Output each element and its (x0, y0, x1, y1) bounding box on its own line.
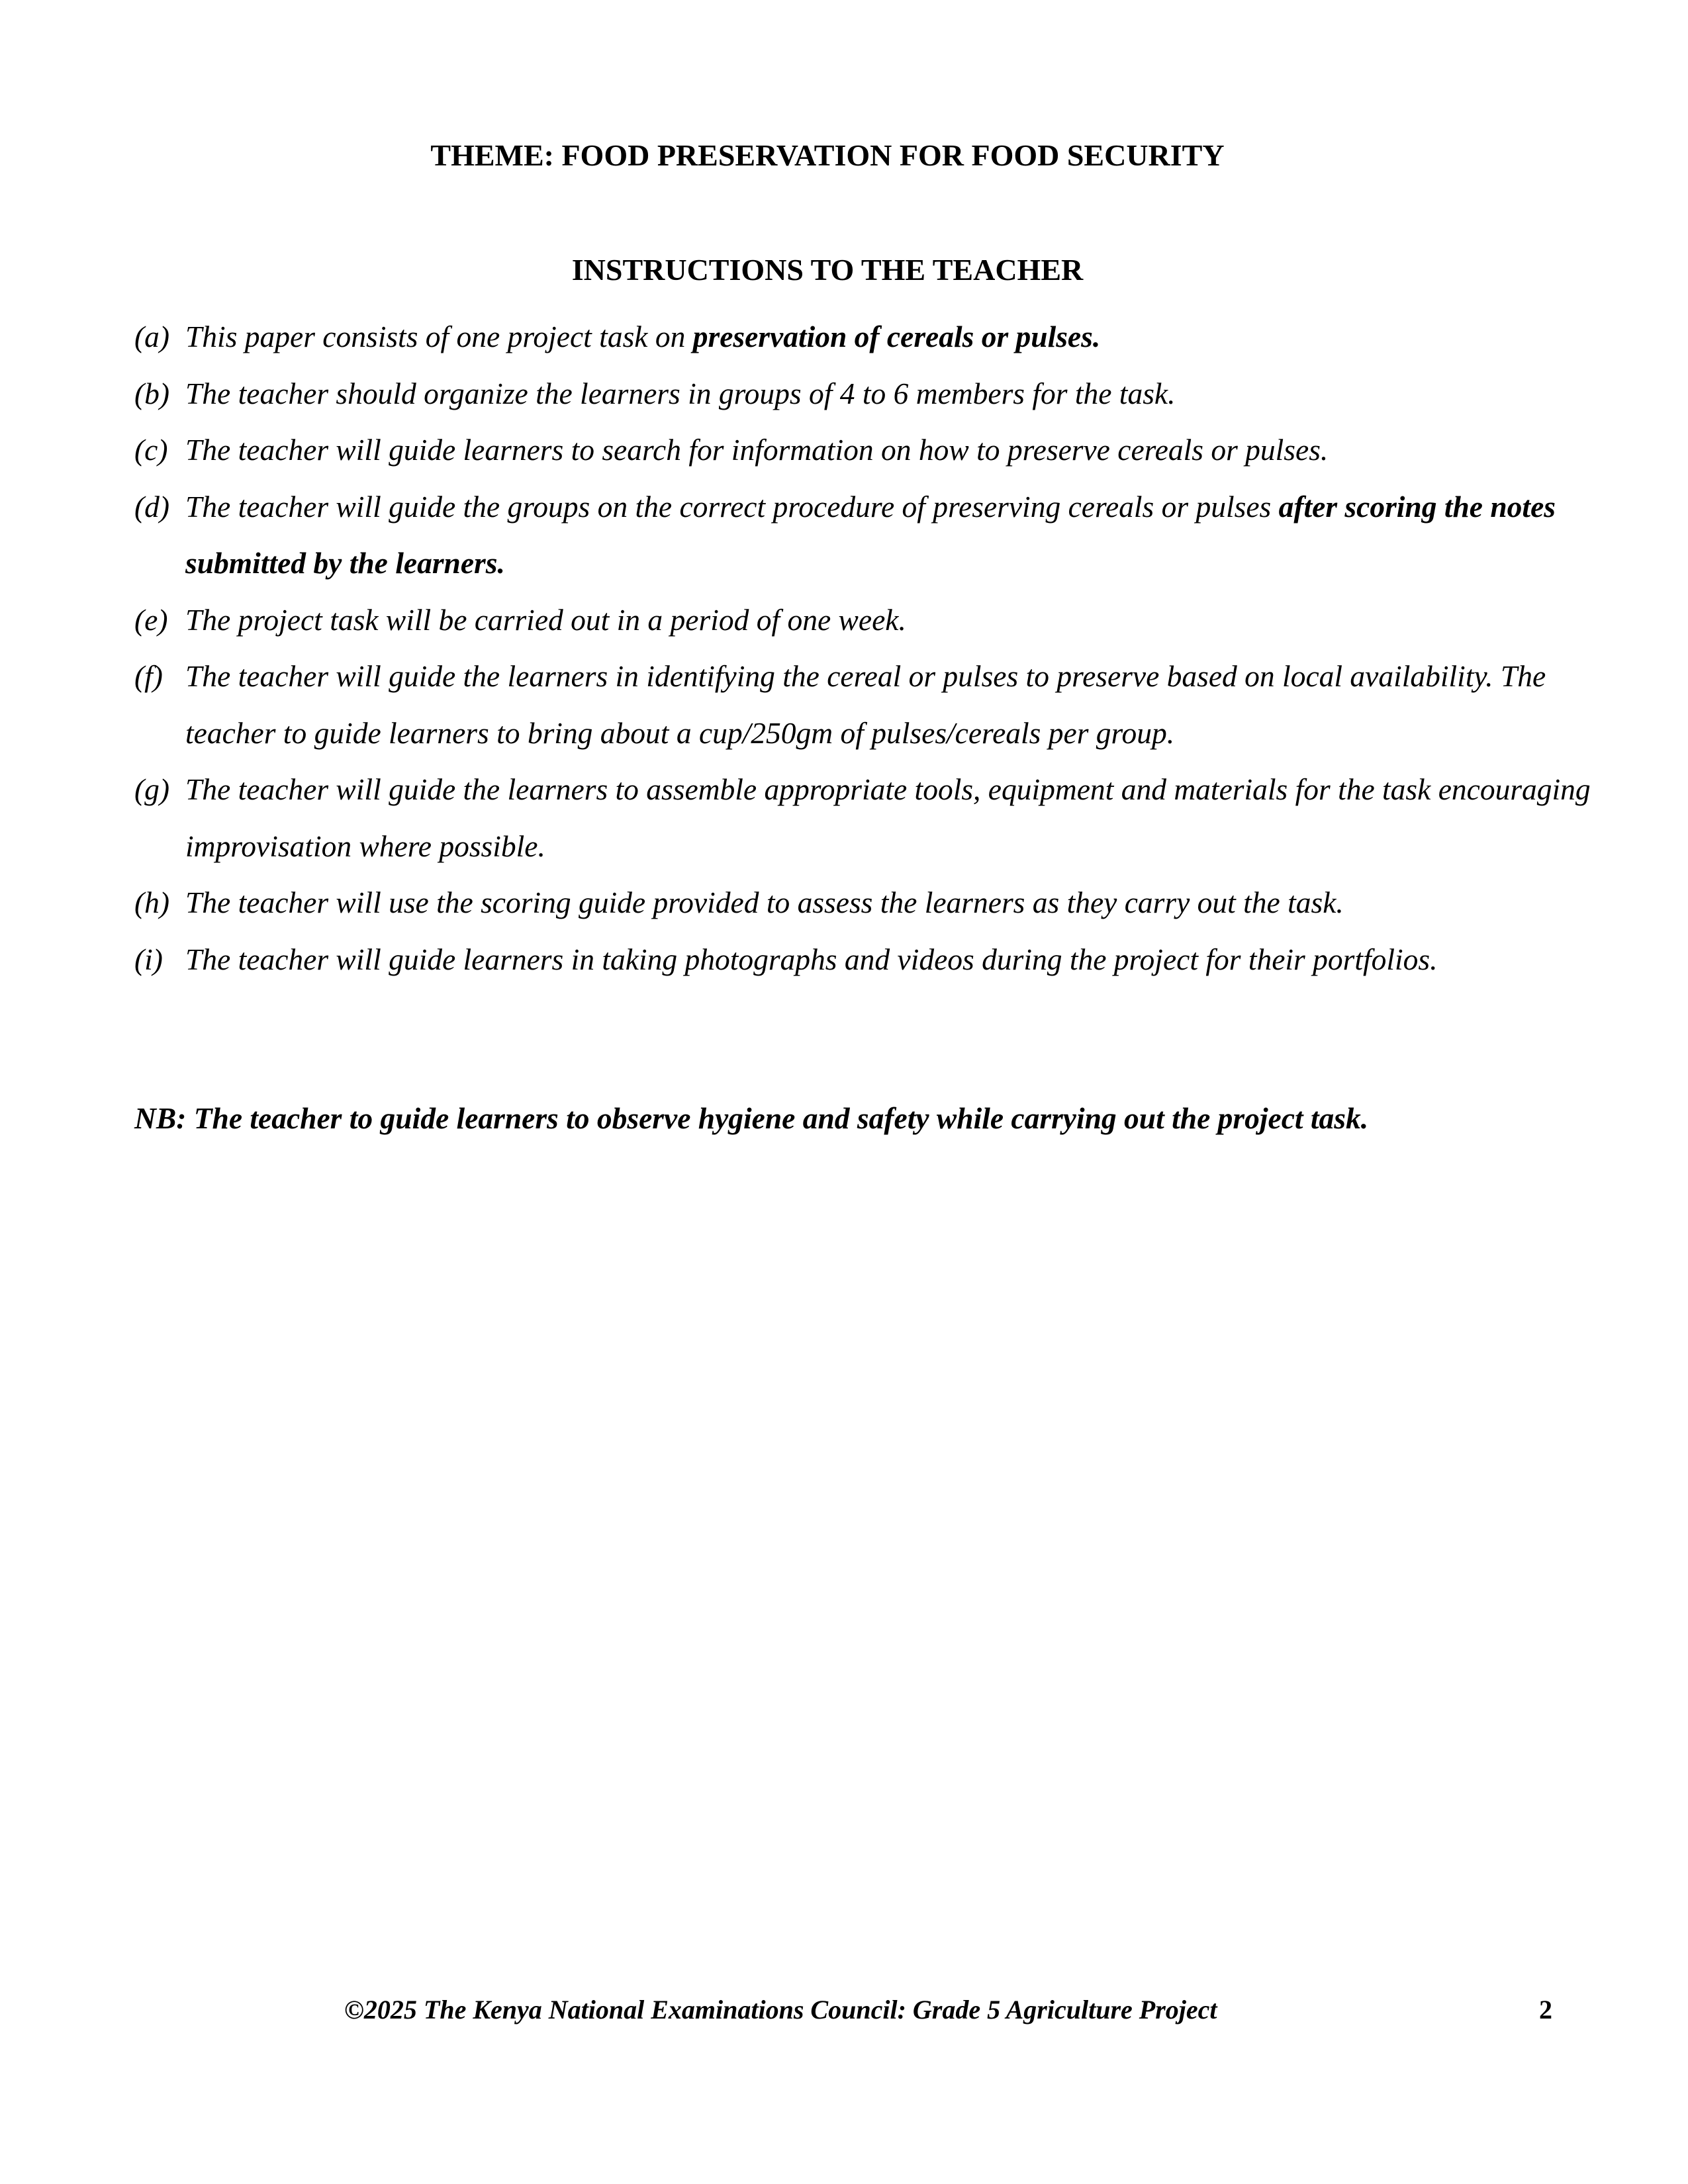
footer-copyright: ©2025 The Kenya National Examinations Council: Grade 5 Agriculture Project (344, 1995, 1217, 2025)
instruction-text: The teacher should organize the learners in groups of 4 to 6 members for the task. (185, 376, 1176, 410)
section-title: INSTRUCTIONS TO THE TEACHER (571, 253, 1084, 287)
instruction-text: This paper consists of one project task on (185, 320, 693, 353)
nb-note: NB: The teacher to guide learners to observe hygiene and safety while carrying out the project task. (134, 1101, 1369, 1135)
instruction-bold-text: preservation of cereals or pulses. (692, 320, 1101, 353)
instructions-list (134, 308, 1591, 987)
instruction-item-d (134, 478, 1591, 592)
instruction-label: (e) (134, 602, 168, 637)
instruction-item-a (134, 308, 1591, 365)
instruction-item-i (134, 931, 1591, 988)
instruction-item-c (134, 422, 1591, 478)
instruction-item-b (134, 365, 1591, 422)
instruction-label: (h) (134, 886, 170, 919)
instruction-label: (f) (134, 659, 163, 693)
instruction-item-h (134, 874, 1591, 931)
instruction-text: The teacher will guide the learners in identifying the cereal or pulses to preserve based on local availability. The teacher to guide learners to bring about a cup/250gm of pulses/cereals per group. (185, 659, 1546, 750)
instruction-text: The teacher will guide the learners to assemble appropriate tools, equipment and materials for the task encouraging improvisation where possible. (185, 772, 1591, 863)
instruction-label: (c) (134, 433, 168, 467)
instruction-text: The teacher will guide learners to search for information on how to preserve cereals or pulses. (185, 433, 1329, 467)
instruction-label: (g) (134, 772, 170, 806)
instruction-text: The teacher will guide learners in taking photographs and videos during the project for their portfolios. (185, 942, 1438, 976)
instruction-text: The teacher will guide the groups on the correct procedure of preserving cereals or pulses (185, 489, 1279, 523)
instruction-text: The project task will be carried out in a period of one week. (185, 602, 906, 637)
page-number: 2 (1539, 1995, 1552, 2025)
instruction-item-e (134, 592, 1591, 649)
instruction-item-f (134, 648, 1591, 761)
instruction-label: (a) (134, 320, 170, 353)
instruction-bold-text: after scoring the notes submitted by the learners. (185, 489, 1556, 580)
theme-title: THEME: FOOD PRESERVATION FOR FOOD SECURITY (430, 138, 1225, 172)
instruction-label: (d) (134, 489, 170, 523)
instruction-label: (i) (134, 942, 163, 976)
instruction-item-g (134, 761, 1591, 874)
instruction-text: The teacher will use the scoring guide provided to assess the learners as they carry out the task. (185, 886, 1344, 919)
instruction-label: (b) (134, 376, 170, 410)
